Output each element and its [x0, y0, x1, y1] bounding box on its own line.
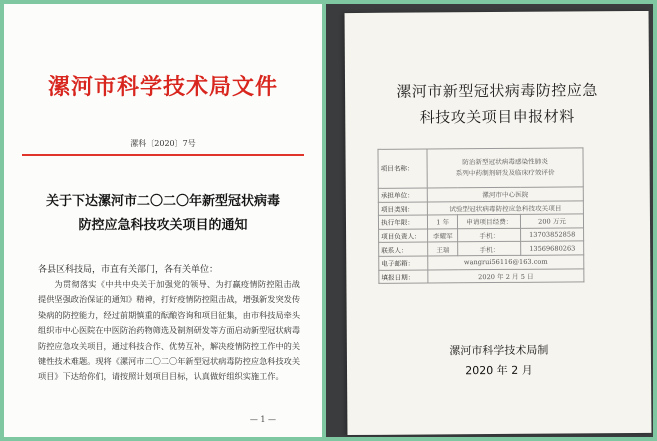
- issuing-organization: 漯河市科学技术局制: [449, 343, 549, 358]
- contact-label: 联系人：: [379, 242, 428, 256]
- email-value: wangrui56116@163.com: [428, 255, 584, 270]
- application-title-line-1: 漯河市新型冠状病毒防控应急: [396, 81, 598, 101]
- issue-date: 2020 年 2 月: [465, 363, 533, 378]
- contact-mobile-label: 手机：: [458, 242, 521, 256]
- leader-value: 李耀军: [428, 229, 459, 243]
- document-header: 漯河市科学技术局文件: [47, 75, 278, 100]
- table-row: [379, 255, 584, 270]
- project-category-label: 项目类别：: [378, 202, 427, 216]
- page-number: — 1 —: [249, 415, 276, 424]
- budget-value: 200 万元: [521, 214, 584, 228]
- contact-mobile-value: 13569680263: [521, 241, 584, 255]
- table-row: [379, 228, 584, 243]
- application-document-page: [345, 11, 652, 435]
- project-name-value: [427, 148, 583, 188]
- table-row: [378, 148, 583, 188]
- notice-title-line-2: 防控应急科技攻关项目的通知: [78, 218, 248, 233]
- duration-label: 执行年限：: [378, 215, 427, 229]
- leader-mobile-label: 手机：: [458, 228, 521, 242]
- application-photo-panel: [326, 4, 653, 437]
- project-name-label: 项目名称：: [378, 149, 427, 188]
- contact-value: 王瑞: [428, 242, 459, 256]
- budget-label: 申请项目经费：: [458, 215, 521, 229]
- date-value: 2020 年 2 月 5 日: [428, 268, 584, 283]
- undertaking-unit-label: 承担单位：: [378, 188, 427, 202]
- leader-label: 项目负责人：: [379, 229, 428, 243]
- date-label: 填报日期：: [379, 270, 428, 284]
- project-name-line-2: 系列中药制剂研发及临床疗效评价: [455, 168, 555, 178]
- red-divider-line: [22, 154, 304, 156]
- table-row: [379, 241, 584, 256]
- project-category-value: 试验型冠状病毒防控应急科技攻关项目: [427, 200, 583, 215]
- project-name-line-1: 防治新型冠状病毒感染性肺炎: [462, 157, 548, 167]
- email-label: 电子邮箱：: [379, 256, 428, 270]
- table-row: [379, 268, 584, 283]
- notice-body: 为贯彻落实《中共中央关于加强党的领导、为打赢疫情防控阻击战提供坚强政治保证的通知》精神，打好疫情防控阻击战，增强新发突发传染病的防控能力，经过前期慎重的酝酿咨询和项目征集，由市科技局牵头组织市中心医院在中医防治药物筛选及制剂研发等方面启动新型冠状病毒防控应急攻关项目，通过科技合作、优势互补，解决疫情防控工作中的关键性技术难题。现将《漯河市二〇二〇年新型冠状病毒防控应急科技攻关项目》下达给你们，请按照计划项目目标，认真做好组织实施工作。: [38, 279, 301, 382]
- table-row: [378, 214, 583, 229]
- duration-value: 1 年: [427, 215, 458, 229]
- document-number: 漯科〔2020〕7号: [130, 139, 196, 148]
- application-form-table: [377, 147, 584, 284]
- notice-document-page: [4, 4, 322, 437]
- undertaking-unit-value: 漯河市中心医院: [427, 187, 583, 202]
- table-row: [378, 187, 583, 202]
- application-title-line-2: 科技攻关项目申报材料: [419, 107, 575, 127]
- table-row: [378, 200, 583, 215]
- notice-title-line-1: 关于下达漯河市二〇二〇年新型冠状病毒: [45, 194, 280, 209]
- addressee: 各县区科技局，市直有关部门，各有关单位：: [38, 265, 219, 275]
- leader-mobile-value: 13703852858: [521, 228, 584, 242]
